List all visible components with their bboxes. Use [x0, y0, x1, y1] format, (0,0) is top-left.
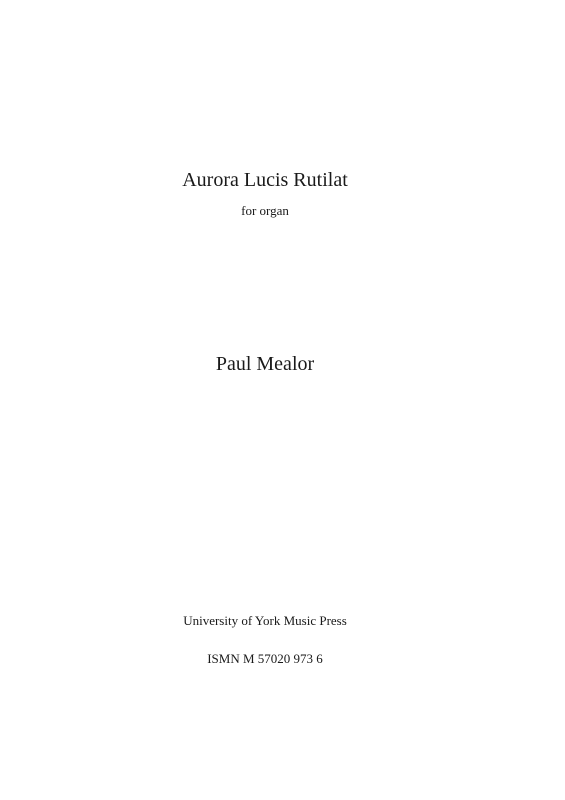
work-title: Aurora Lucis Rutilat [182, 169, 348, 191]
ismn-number: ISMN M 57020 973 6 [207, 651, 323, 666]
instrumentation-subtitle: for organ [241, 203, 289, 218]
composer-name: Paul Mealor [215, 353, 315, 375]
publisher-name: University of York Music Press [183, 613, 347, 628]
